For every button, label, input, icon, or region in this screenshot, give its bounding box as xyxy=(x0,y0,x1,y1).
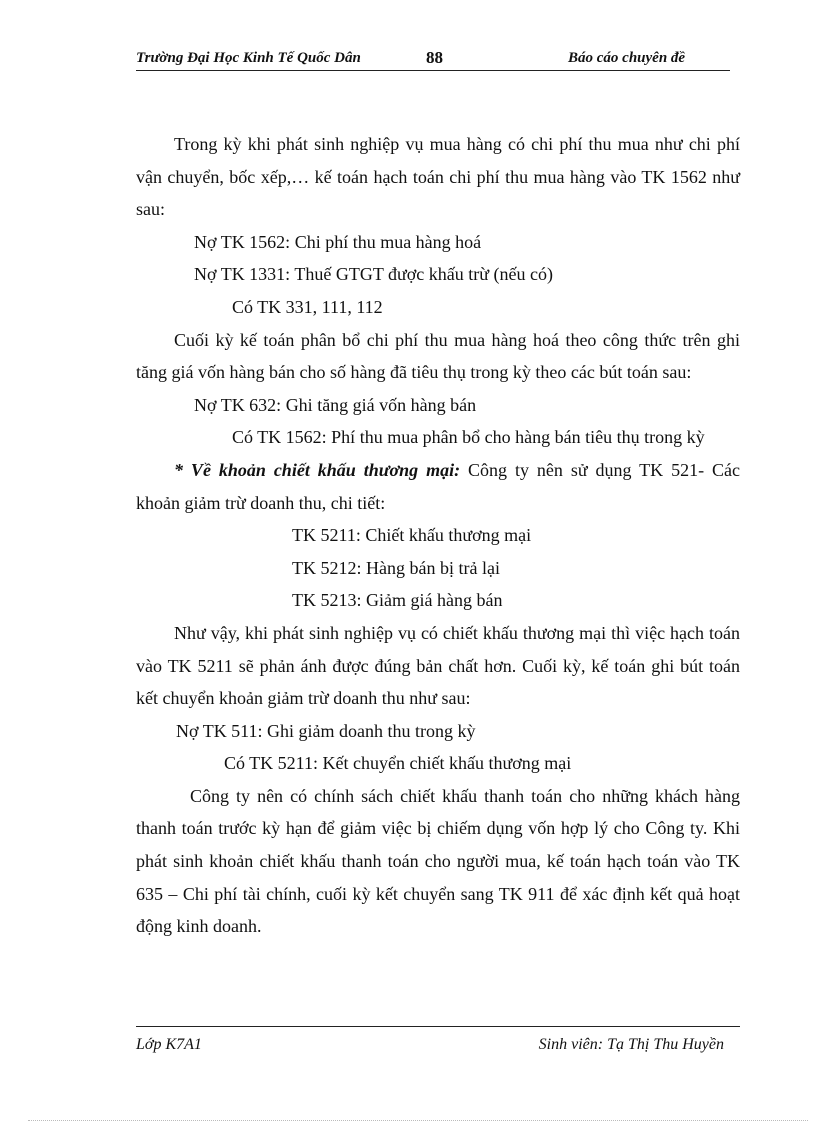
entry-credit-331: Có TK 331, 111, 112 xyxy=(232,296,383,317)
header-school: Trường Đại Học Kinh Tế Quốc Dân xyxy=(136,50,361,66)
account-5213: TK 5213: Giảm giá hàng bán xyxy=(292,590,503,611)
header-report-title: Báo cáo chuyên đề xyxy=(568,50,686,66)
account-5212: TK 5212: Hàng bán bị trả lại xyxy=(292,557,500,578)
entry-credit-1562: Có TK 1562: Phí thu mua phân bổ cho hàng bán tiêu thụ trong kỳ xyxy=(232,427,705,448)
footer-divider xyxy=(136,1026,740,1027)
entry-debit-632: Nợ TK 632: Ghi tăng giá vốn hàng bán xyxy=(194,394,477,415)
trade-discount-text: Công ty nên sử dụng TK 521- Các khoản giảm trừ doanh thu, chi tiết: xyxy=(136,459,740,513)
header-divider xyxy=(136,70,730,71)
entry-credit-5211: Có TK 5211: Kết chuyển chiết khấu thương mại xyxy=(224,753,572,774)
page-number: 88 xyxy=(426,48,443,67)
trade-discount-heading: * Về khoản chiết khấu thương mại: xyxy=(174,459,461,480)
account-5211: TK 5211: Chiết khấu thương mại xyxy=(292,525,532,546)
page-bottom-border xyxy=(28,1120,808,1121)
entry-debit-511: Nợ TK 511: Ghi giảm doanh thu trong kỳ xyxy=(176,720,476,741)
paragraph-discount-posting: Như vậy, khi phát sinh nghiệp vụ có chiết khấu thương mại thì việc hạch toán vào TK 5211 sẽ phản ánh được đúng bản chất hơn. Cuối kỳ, kế toán ghi bút toán kết chuyển khoản giảm trừ doanh thu như sau: xyxy=(136,622,740,709)
footer-student: Sinh viên: Tạ Thị Thu Huyền xyxy=(538,1036,724,1053)
paragraph-trade-discount xyxy=(136,454,740,519)
page-header xyxy=(136,48,730,70)
document-body xyxy=(136,128,740,943)
page-footer xyxy=(136,1036,740,1058)
entry-debit-1562: Nợ TK 1562: Chi phí thu mua hàng hoá xyxy=(194,231,482,252)
entry-debit-1331: Nợ TK 1331: Thuế GTGT được khấu trừ (nếu có) xyxy=(194,264,553,285)
paragraph-payment-discount: Công ty nên có chính sách chiết khấu thanh toán cho những khách hàng thanh toán trước kỳ hạn để giảm việc bị chiếm dụng vốn hợp lý cho Công ty. Khi phát sinh khoản chiết khấu thanh toán cho người mua, kế toán hạch toán vào TK 635 – Chi phí tài chính, cuối kỳ kết chuyển sang TK 911 để xác định kết quả hoạt động kinh doanh. xyxy=(136,785,740,937)
paragraph-cost-allocation: Cuối kỳ kế toán phân bổ chi phí thu mua hàng hoá theo công thức trên ghi tăng giá vốn hàng bán cho số hàng đã tiêu thụ trong kỳ theo các bút toán sau: xyxy=(136,329,740,383)
footer-class: Lớp K7A1 xyxy=(136,1036,202,1053)
paragraph-purchase-costs: Trong kỳ khi phát sinh nghiệp vụ mua hàng có chi phí thu mua như chi phí vận chuyển, bốc xếp,… kế toán hạch toán chi phí thu mua hàng vào TK 1562 như sau: xyxy=(136,134,740,220)
